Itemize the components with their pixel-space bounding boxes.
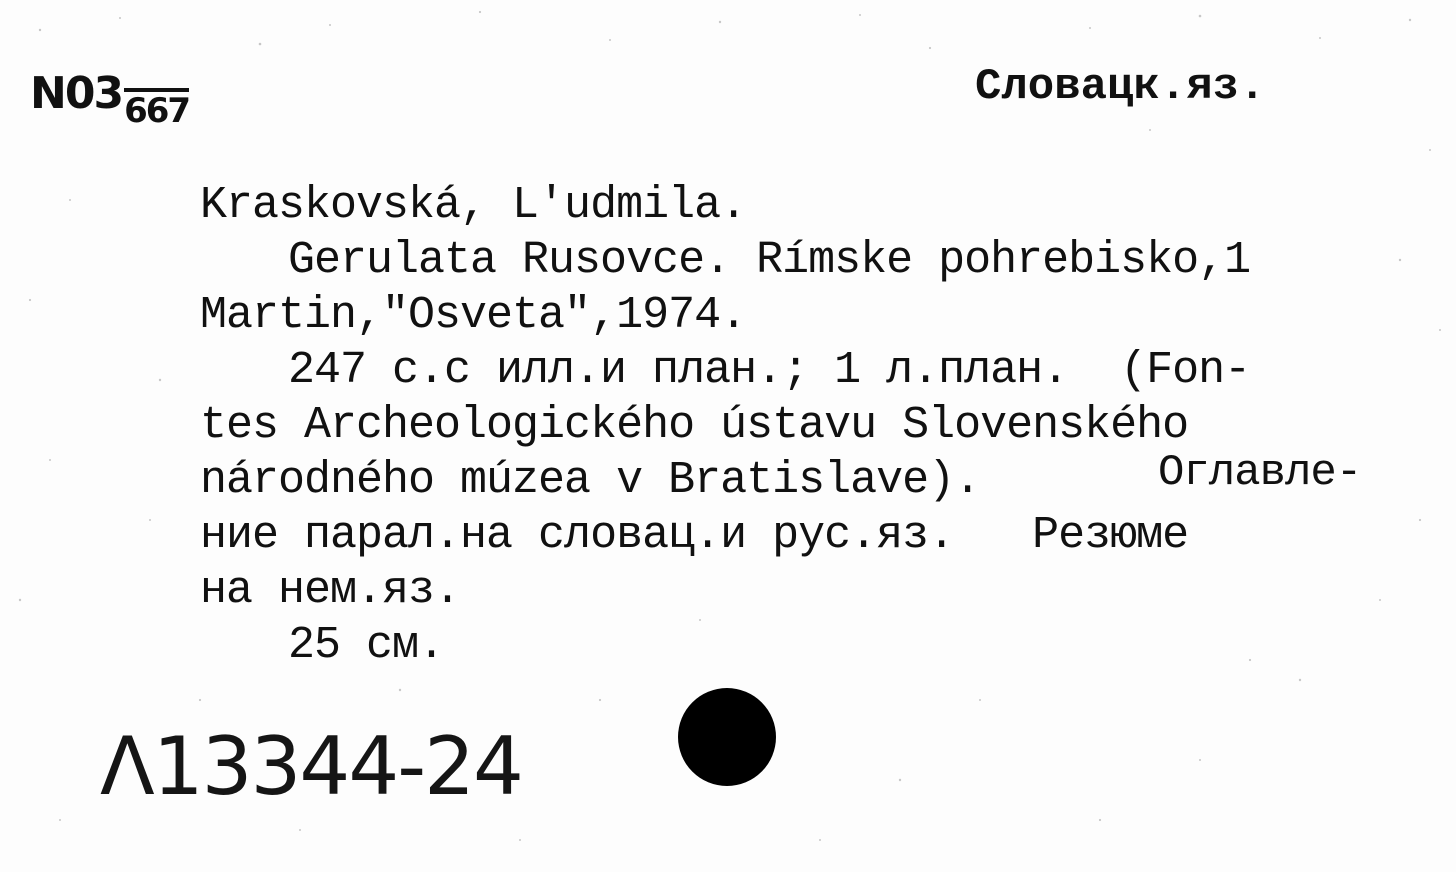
size-line: 25 см.: [288, 620, 445, 671]
author-heading: Kraskovská, L'udmila.: [200, 180, 747, 231]
note-line-2: ние парал.на словац.и рус.яз. Резюме: [200, 510, 1189, 561]
inventory-number: Λ13344-24: [100, 720, 522, 813]
shelfmark-code: [30, 68, 190, 131]
shelfmark-main: N03: [30, 68, 123, 119]
language-tag: Словацк.яз.: [975, 62, 1266, 112]
note-line-3: на нем.яз.: [200, 565, 461, 616]
title-line: Gerulata Rusovce. Rímske pohrebisko,1: [288, 235, 1251, 286]
shelfmark-sub: 667: [124, 88, 189, 128]
contents-note-start: Оглавле-: [1158, 448, 1362, 498]
series-line-2: národného múzea v Bratislave).: [200, 455, 981, 506]
bibliographic-entry: [200, 178, 1420, 673]
extent-line: 247 с.с илл.и план.; 1 л.план. (Fon-: [288, 345, 1251, 396]
series-line-1: tes Archeologického ústavu Slovenského: [200, 400, 1189, 451]
punch-hole-dot: [678, 688, 776, 786]
imprint-line: Martin,"Osveta",1974.: [200, 290, 747, 341]
